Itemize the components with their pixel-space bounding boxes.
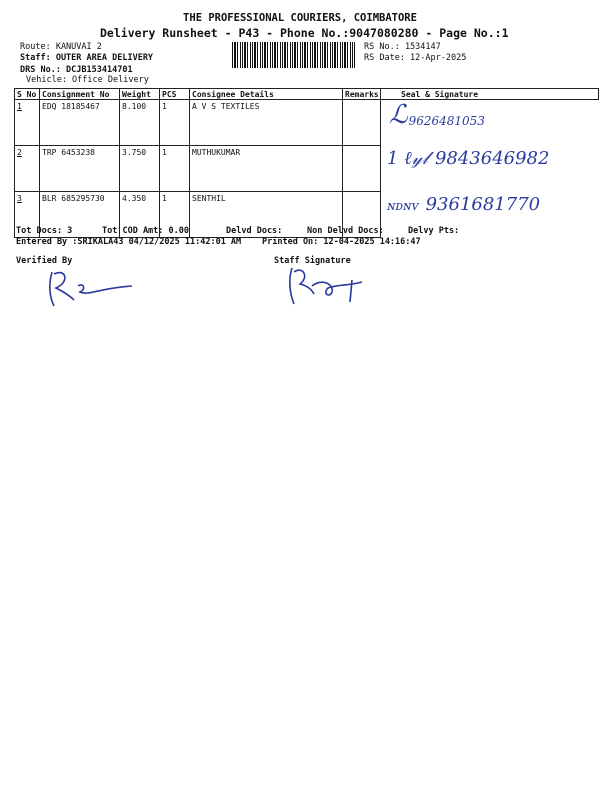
table-header-row: [15, 89, 599, 100]
row-pcs: 1: [160, 146, 190, 192]
header-consignment: Consignment No: [40, 89, 120, 100]
row-consignee: SENTHIL: [190, 192, 343, 238]
handwritten-phone: 9843646982: [434, 147, 550, 169]
non-delivered-docs: Non Delvd Docs:: [307, 226, 384, 236]
row-consignment: EDQ 18185467: [40, 100, 120, 146]
runsheet-title: Delivery Runsheet - P43 - Phone No.:9047080280 - Page No.:1: [100, 26, 509, 40]
handwritten-phone: 9626481053: [408, 114, 485, 128]
signature-scribble: ɴᴅɴᴠ: [387, 198, 419, 214]
delivery-points: Delvy Pts:: [408, 226, 460, 236]
staff-signature-label: Staff Signature: [274, 256, 351, 266]
rs-number: RS No.: 1534147: [364, 42, 441, 52]
row-consignee: A V S TEXTILES: [190, 100, 343, 146]
header-sno: S No: [15, 89, 40, 100]
tot-cod-amount: Tot COD Amt: 0.00: [102, 226, 189, 236]
staff-signature-image: [282, 264, 372, 310]
table-row: [15, 100, 599, 146]
row-weight: 8.100: [120, 100, 160, 146]
handwritten-phone: 9361681770: [425, 193, 541, 215]
row-signature-cell: [381, 100, 599, 146]
row-weight: 4.350: [120, 192, 160, 238]
verifier-signature-image: [40, 266, 140, 312]
barcode-image: [232, 42, 355, 68]
printed-on: Printed On: 12-04-2025 14:16:47: [262, 237, 421, 247]
vehicle-label: Vehicle: Office Delivery: [26, 75, 149, 85]
row-remarks: [343, 100, 381, 146]
verified-by-label: Verified By: [16, 256, 73, 266]
drs-number: DRS No.: DCJB153414701: [20, 65, 133, 75]
signature-scribble: ℒ: [389, 100, 408, 130]
entered-by: Entered By :SRIKALA43 04/12/2025 11:42:01 AM: [16, 237, 242, 247]
row-sno: 1: [15, 100, 40, 146]
delivered-docs: Delvd Docs:: [226, 226, 283, 236]
header-signature: Seal & Signature: [381, 89, 599, 100]
row-pcs: 1: [160, 100, 190, 146]
runsheet-table: [14, 88, 599, 238]
header-weight: Weight: [120, 89, 160, 100]
row-consignment: TRP 6453238: [40, 146, 120, 192]
row-signature-cell: [381, 146, 599, 192]
row-consignee: MUTHUKUMAR: [190, 146, 343, 192]
company-title: THE PROFESSIONAL COURIERS, COIMBATORE: [183, 12, 417, 24]
staff-label: Staff: OUTER AREA DELIVERY: [20, 53, 154, 63]
header-consignee: Consignee Details: [190, 89, 343, 100]
header-pcs: PCS: [160, 89, 190, 100]
row-sno: 2: [15, 146, 40, 192]
tot-docs: Tot Docs: 3: [16, 226, 73, 236]
row-pcs: 1: [160, 192, 190, 238]
header-remarks: Remarks: [343, 89, 381, 100]
route-label: Route: KANUVAI 2: [20, 42, 102, 52]
row-remarks: [343, 146, 381, 192]
signature-scribble: 1 ℓ𝓎𝓁: [387, 147, 429, 169]
row-consignment: BLR 685295730: [40, 192, 120, 238]
row-weight: 3.750: [120, 146, 160, 192]
table-row: [15, 146, 599, 192]
rs-date: RS Date: 12-Apr-2025: [364, 53, 467, 63]
row-sno: 3: [15, 192, 40, 238]
